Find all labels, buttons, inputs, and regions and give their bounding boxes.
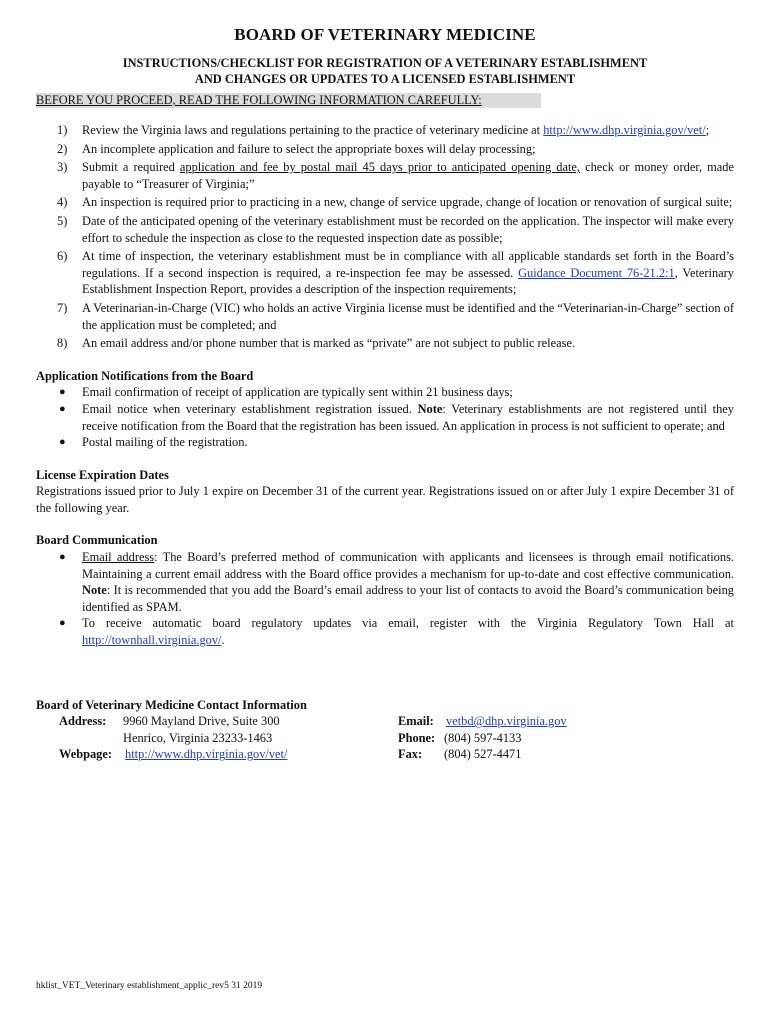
item-number: 7) xyxy=(57,300,68,315)
webpage-label: Webpage: xyxy=(59,747,113,762)
address-row-2 xyxy=(36,730,398,747)
item-text: ; xyxy=(705,123,710,137)
item-text: , Veterinary Establishment Inspection Report, provides a description of the inspection requirements; xyxy=(82,265,734,297)
subtitle-line-1: INSTRUCTIONS/CHECKLIST FOR REGISTRATION OF A VETERINARY ESTABLISHMENT xyxy=(122,56,648,70)
bullet-icon: ● xyxy=(59,551,66,564)
list-item xyxy=(36,615,734,648)
item-text: Submit a required xyxy=(82,160,180,175)
item-number: 4) xyxy=(57,195,68,210)
notifications-heading: Application Notifications from the Board xyxy=(36,368,254,383)
item-number: 5) xyxy=(57,213,68,228)
item-text: Postal mailing of the registration. xyxy=(82,435,248,450)
instruction-item xyxy=(36,300,734,333)
item-number: 2) xyxy=(57,141,68,156)
address-line-2: Henrico, Virginia 23233-1463 xyxy=(123,730,273,745)
instruction-item xyxy=(36,141,734,158)
vet-laws-link[interactable]: http://www.dhp.virginia.gov/vet/ xyxy=(543,123,706,137)
list-item xyxy=(36,549,734,615)
item-text: To receive automatic board regulatory updates via email, register with the Virginia Regulatory Town Hall at xyxy=(82,616,734,631)
item-number: 6) xyxy=(57,249,68,264)
expiration-text: Registrations issued prior to July 1 expire on December 31 of the current year. Registrations issued on or after July 1 expire December 31 of the following year. xyxy=(36,484,734,515)
list-item xyxy=(36,401,734,434)
item-text: : The Board’s preferred method of communication with applicants and licensees is through email notifications. Maintaining a current email address with the Board office provides a mechanism for up-to-date and cost effective communication. xyxy=(82,550,734,581)
item-number: 8) xyxy=(57,336,68,351)
item-text: Email confirmation of receipt of application are typically sent within 21 business days; xyxy=(82,385,513,400)
item-text: At time of inspection, the veterinary establishment must be in compliance with all applicable standards set forth in the Board’s regulations. If a second inspection is required, a re-inspection fee may be assessed. xyxy=(82,249,734,280)
contact-section xyxy=(36,697,734,763)
guidance-document-link[interactable]: Guidance Document 76-21.2:1 xyxy=(518,265,675,280)
instruction-item xyxy=(36,213,734,246)
item-bold-text: Note xyxy=(82,583,107,598)
item-underlined-text: Email address xyxy=(82,550,155,565)
instruction-item xyxy=(36,194,734,211)
instruction-item xyxy=(36,122,734,139)
bullet-icon: ● xyxy=(59,617,66,630)
item-text: An incomplete application and failure to select the appropriate boxes will delay processing; xyxy=(82,141,536,156)
item-text: Review the Virginia laws and regulations pertaining to the practice of veterinary medicine at xyxy=(82,123,544,137)
email-row xyxy=(398,713,698,730)
subtitle-line-2: AND CHANGES OR UPDATES TO A LICENSED ESTABLISHMENT xyxy=(194,72,576,86)
webpage-link[interactable]: http://www.dhp.virginia.gov/vet/ xyxy=(125,747,288,762)
item-underlined-text: application and fee by postal mail 45 days prior to anticipated opening date, xyxy=(179,160,580,175)
item-text: : Veterinary establishments are not registered until they receive notification from the Board that the registration has been issued. An application in process is not sufficient to operate; and xyxy=(82,401,734,433)
address-row xyxy=(36,713,398,730)
fax-row xyxy=(398,746,698,763)
address-label: Address: xyxy=(59,714,107,729)
contact-grid xyxy=(36,713,734,763)
bullet-icon: ● xyxy=(59,436,66,449)
instructions-list xyxy=(36,122,734,352)
fax-value: (804) 527-4471 xyxy=(444,747,522,762)
item-text: check or money order, made payable to “Treasurer of Virginia;” xyxy=(82,160,734,191)
item-text: An inspection is required prior to practicing in a new, change of service upgrade, change of location or renovation of surgical suite; xyxy=(82,195,733,210)
instruction-item xyxy=(36,159,734,192)
item-text: . xyxy=(221,633,225,648)
page-title: BOARD OF VETERINARY MEDICINE xyxy=(234,25,536,44)
email-link[interactable]: vetbd@dhp.virginia.gov xyxy=(446,714,567,729)
notifications-list xyxy=(36,384,734,450)
footer-filename: hklist_VET_Veterinary establishment_applic_rev5 31 2019 xyxy=(36,981,263,991)
item-text: A Veterinarian-in-Charge (VIC) who holds an active Virginia license must be identified and the “Veterinarian-in-Charge” section of the application must be completed; and xyxy=(82,300,734,332)
item-number: 3) xyxy=(57,160,68,175)
item-text: : It is recommended that you add the Board’s email address to your list of contacts to avoid the Board’s communication being identified as SPAM. xyxy=(82,583,734,614)
contact-heading: Board of Veterinary Medicine Contact Information xyxy=(36,697,307,712)
fax-label: Fax: xyxy=(398,747,423,762)
contact-right-column xyxy=(398,713,698,763)
instruction-item xyxy=(36,248,734,298)
item-text: Date of the anticipated opening of the veterinary establishment must be recorded on the application. The inspector will make every effort to schedule the inspection as close to the requested inspection date as possible; xyxy=(82,213,734,245)
list-item xyxy=(36,434,734,451)
bullet-icon: ● xyxy=(59,402,66,415)
communication-list xyxy=(36,549,734,649)
page-subtitle xyxy=(36,55,734,87)
item-text: An email address and/or phone number that is marked as “private” are not subject to public release. xyxy=(82,336,576,351)
phone-label: Phone: xyxy=(398,730,436,745)
webpage-row xyxy=(36,746,398,763)
bullet-icon: ● xyxy=(59,386,66,399)
instruction-item xyxy=(36,335,734,352)
townhall-link[interactable]: http://townhall.virginia.gov/ xyxy=(82,633,222,648)
contact-left-column xyxy=(36,713,398,763)
phone-value: (804) 597-4133 xyxy=(444,730,522,745)
item-number: 1) xyxy=(57,123,68,137)
expiration-heading: License Expiration Dates xyxy=(36,467,169,482)
list-item xyxy=(36,384,734,401)
item-bold-text: Note xyxy=(417,401,443,416)
document-page xyxy=(36,24,734,763)
read-carefully-notice: BEFORE YOU PROCEED, READ THE FOLLOWING INFORMATION CAREFULLY: xyxy=(36,93,541,108)
email-label: Email: xyxy=(398,714,434,729)
phone-row xyxy=(398,730,698,747)
communication-heading: Board Communication xyxy=(36,533,158,548)
address-line-1: 9960 Mayland Drive, Suite 300 xyxy=(123,714,280,729)
item-text: Email notice when veterinary establishment registration issued. xyxy=(82,401,418,416)
